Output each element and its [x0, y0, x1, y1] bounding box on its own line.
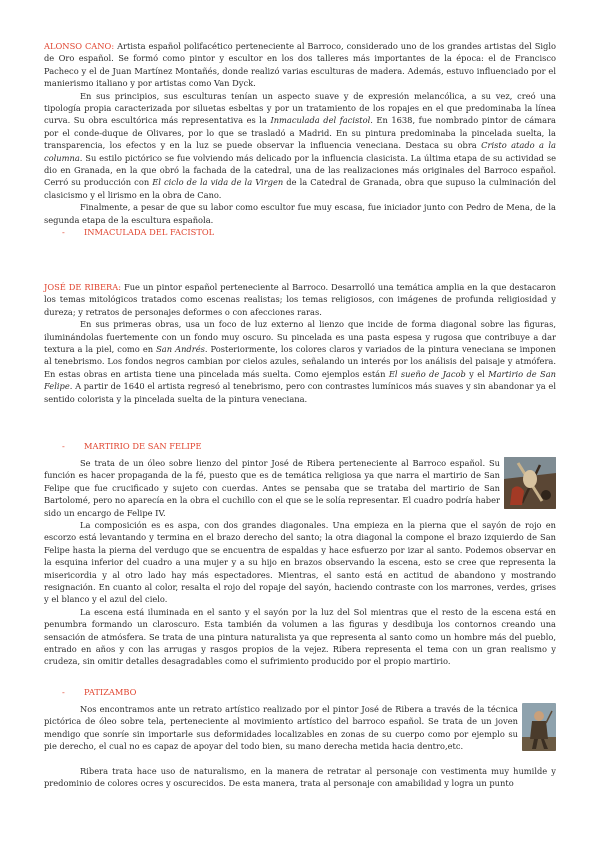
ribera-works-paragraph: En sus primeras obras, usa un foco de luz externo al lienzo que incide de forma diagonal sobre las figuras, iluminándolas fuertemente con un fondo muy oscuro. Su pincelada es una pasta espesa y rugosa que contribuye a dar textura a la piel, como en San Andrés. Posteriormente, los colores claros y variados de la pintura veneciana se imponen al tenebrismo. Los fondos negros cambian por cielos azules, señalando un interés por los análisis del paisaje y atmófera. En estas obras en artista tiene una pincelada más suelta. Como ejemplos están El sueño de Jacob y el Martirio de San Felipe. A partir de 1640 el artista regresó al tenebrismo, pero con contrastes lumínicos más suaves y sin abandonar ya el sentido colorista y la pincelada suelta de la pintura veneciana.: [44, 319, 556, 404]
work-title-cristo: Cristo atado a la columna: [44, 140, 556, 163]
patizambo-paragraph-1: Nos encontramos ante un retrato artístico realizado por el pintor José de Ribera a través de la técnica pictórica de óleo sobre tela, perteneciente al movimiento artístico del barroco español. Se trata de un joven mendigo que sonríe sin importarle sus deformidades localizables en zonas de su cuerpo como por ejemplo su pie derecho, el cual no es capaz de apoyar del todo bien, su mano derecha metida hacia dentro,etc.: [44, 704, 518, 752]
patizambo-painting-image: [522, 703, 556, 751]
ribera-name: JOSÉ DE RIBERA:: [44, 282, 122, 292]
martirio-paragraph-3: La escena está iluminada en el santo y el sayón por la luz del Sol mientras que el resto de la escena está en penumbra formando un claroscuro. Esta también da volumen a las figuras y desdibuja los contornos creando una sensación de atmósfera. Se trata de una pintura naturalista ya que representa al santo como un hombre más del pueblo, entrado en años y con las arrugas y rasgos propios de la vejez. Ribera representa el tema con un gran realismo y crudeza, sin omitir detalles desagradables como el sufrimiento producido por el propio martirio.: [44, 606, 556, 667]
work-title-sueno-jacob: El sueño de Jacob: [388, 368, 466, 379]
cano-works-paragraph: En sus principios, sus esculturas tenían un aspecto suave y de expresión melancólica, a su vez, creó una tipología propia caracterizada por siluetas esbeltas y por un tratamiento de los ropajes en el que predominaba la línea curva. Su obra escultórica más representativa es la Inmaculada del facistol. En 1638, fue nombrado pintor de cámara por el conde-duque de Olivares, por lo que se trasladó a Madrid. En su pintura predominaba la pincelada suelta, la transparencia, los efectos y en la luz se puede observar la influencia veneciana. Destaca su obra Cristo atado a la columna. Su estilo pictórico se fue volviendo más delicado por la influencia clasicista. La última etapa de su actividad se dio en Granada, en la que obró la fachada de la catedral, una de las realizaciones más originales del Barroco español. Cerró su producción con El ciclo de la vida de la Virgen de la Catedral de Granada, obra que supuso la culminación del clasicismo y el lirismo en la obra de Cano.: [44, 90, 556, 200]
patizambo-painting-thumbnail: [522, 703, 556, 751]
cano-name: ALONSO CANO:: [44, 41, 115, 51]
section-alonso-cano: [44, 40, 556, 239]
martirio-painting-image: [504, 457, 556, 509]
section-jose-de-ribera: [44, 281, 556, 405]
section-martirio-body: [44, 519, 556, 668]
work-title-martirio: Martirio de San Felipe: [44, 368, 556, 392]
bullet-martirio: - MARTIRIO DE SAN FELIPE: [62, 441, 202, 451]
patizambo-paragraph-1-wrap: [44, 703, 518, 753]
martirio-paragraph-2: La composición es es aspa, con dos grandes diagonales. Una empieza en la pierna que el sayón de rojo en escorzo está levantando y termina en el brazo derecho del santo; la otra diagonal la compone el brazo izquierdo de San Felipe hasta la pierna del verdugo que se encuentra de espaldas y hace esfuerzo por izar al santo. Podemos observar en la esquina inferior del cuadro a una mujer y a su hijo en brazos observando la escena, esto se cree que representa la misericordia y al otro lado hay más espectadores. Mientras, el santo está en actitud de abandono y mostrando resignación. En cuanto al color, resalta el rojo del ropaje del sayón, haciendo contraste con los marrones, verdes, grises y el blanco y el azul del cielo.: [44, 520, 556, 605]
work-title-ciclo: El ciclo de la vida de la Virgen: [152, 177, 284, 188]
ribera-intro-paragraph: JOSÉ DE RIBERA: Fue un pintor español perteneciente al Barroco. Desarrolló una temática amplia en la que destacaron los temas mitológicos tratados como escenas realistas; los temas religiosos, con imágenes de profunda religiosidad y dureza; y retratos de personajes deformes o con afecciones raras.: [44, 282, 556, 317]
work-title-san-andres: San Andrés: [156, 344, 205, 355]
patizambo-paragraph-2: Ribera trata hace uso de naturalismo, en la manera de retratar al personaje con vestimenta muy humilde y predominio de colores ocres y oscurecidos. De esta manera, trata al personaje con amabilidad y logra un punto: [44, 766, 556, 789]
bullet-patizambo: - PATIZAMBO: [62, 687, 137, 697]
martirio-paragraph-1-wrap: [44, 457, 500, 519]
cano-intro-paragraph: ALONSO CANO: Artista español polifacético perteneciente al Barroco, considerado uno de los grandes artistas del Siglo de Oro español. Se formó como pintor y escultor en los dos talleres más importantes de la época: el de Francisco Pacheco y el de Juan Martínez Montañés, donde realizó varias esculturas de madera. Además, estuvo influenciado por el manierismo italiano y por artistas como Van Dyck.: [44, 41, 556, 89]
martirio-painting-thumbnail: [504, 457, 556, 509]
bullet-inmaculada: - INMACULADA DEL FACISTOL: [62, 227, 215, 238]
work-title-inmaculada: Inmaculada del facistol: [270, 115, 371, 126]
martirio-paragraph-1: Se trata de un óleo sobre lienzo del pintor José de Ribera perteneciente al Barroco español. Su función es hacer propaganda de la fé, puesto que es de temática religiosa ya que narra el martirio de San Felipe que fue crucificado y sujeto con cuerdas. Antes se pensaba que se trataba del martirio de San Bartolomé, pero no aparecía en la obra el cuchillo con el que se le solía representar. El cuadro podría haber sido un encargo de Felipe IV.: [44, 458, 500, 518]
cano-final-paragraph: Finalmente, a pesar de que su labor como escultor fue muy escasa, fue iniciador junto con Pedro de Mena, de la segunda etapa de la escultura española.: [44, 202, 556, 225]
section-patizambo-body: [44, 765, 556, 790]
